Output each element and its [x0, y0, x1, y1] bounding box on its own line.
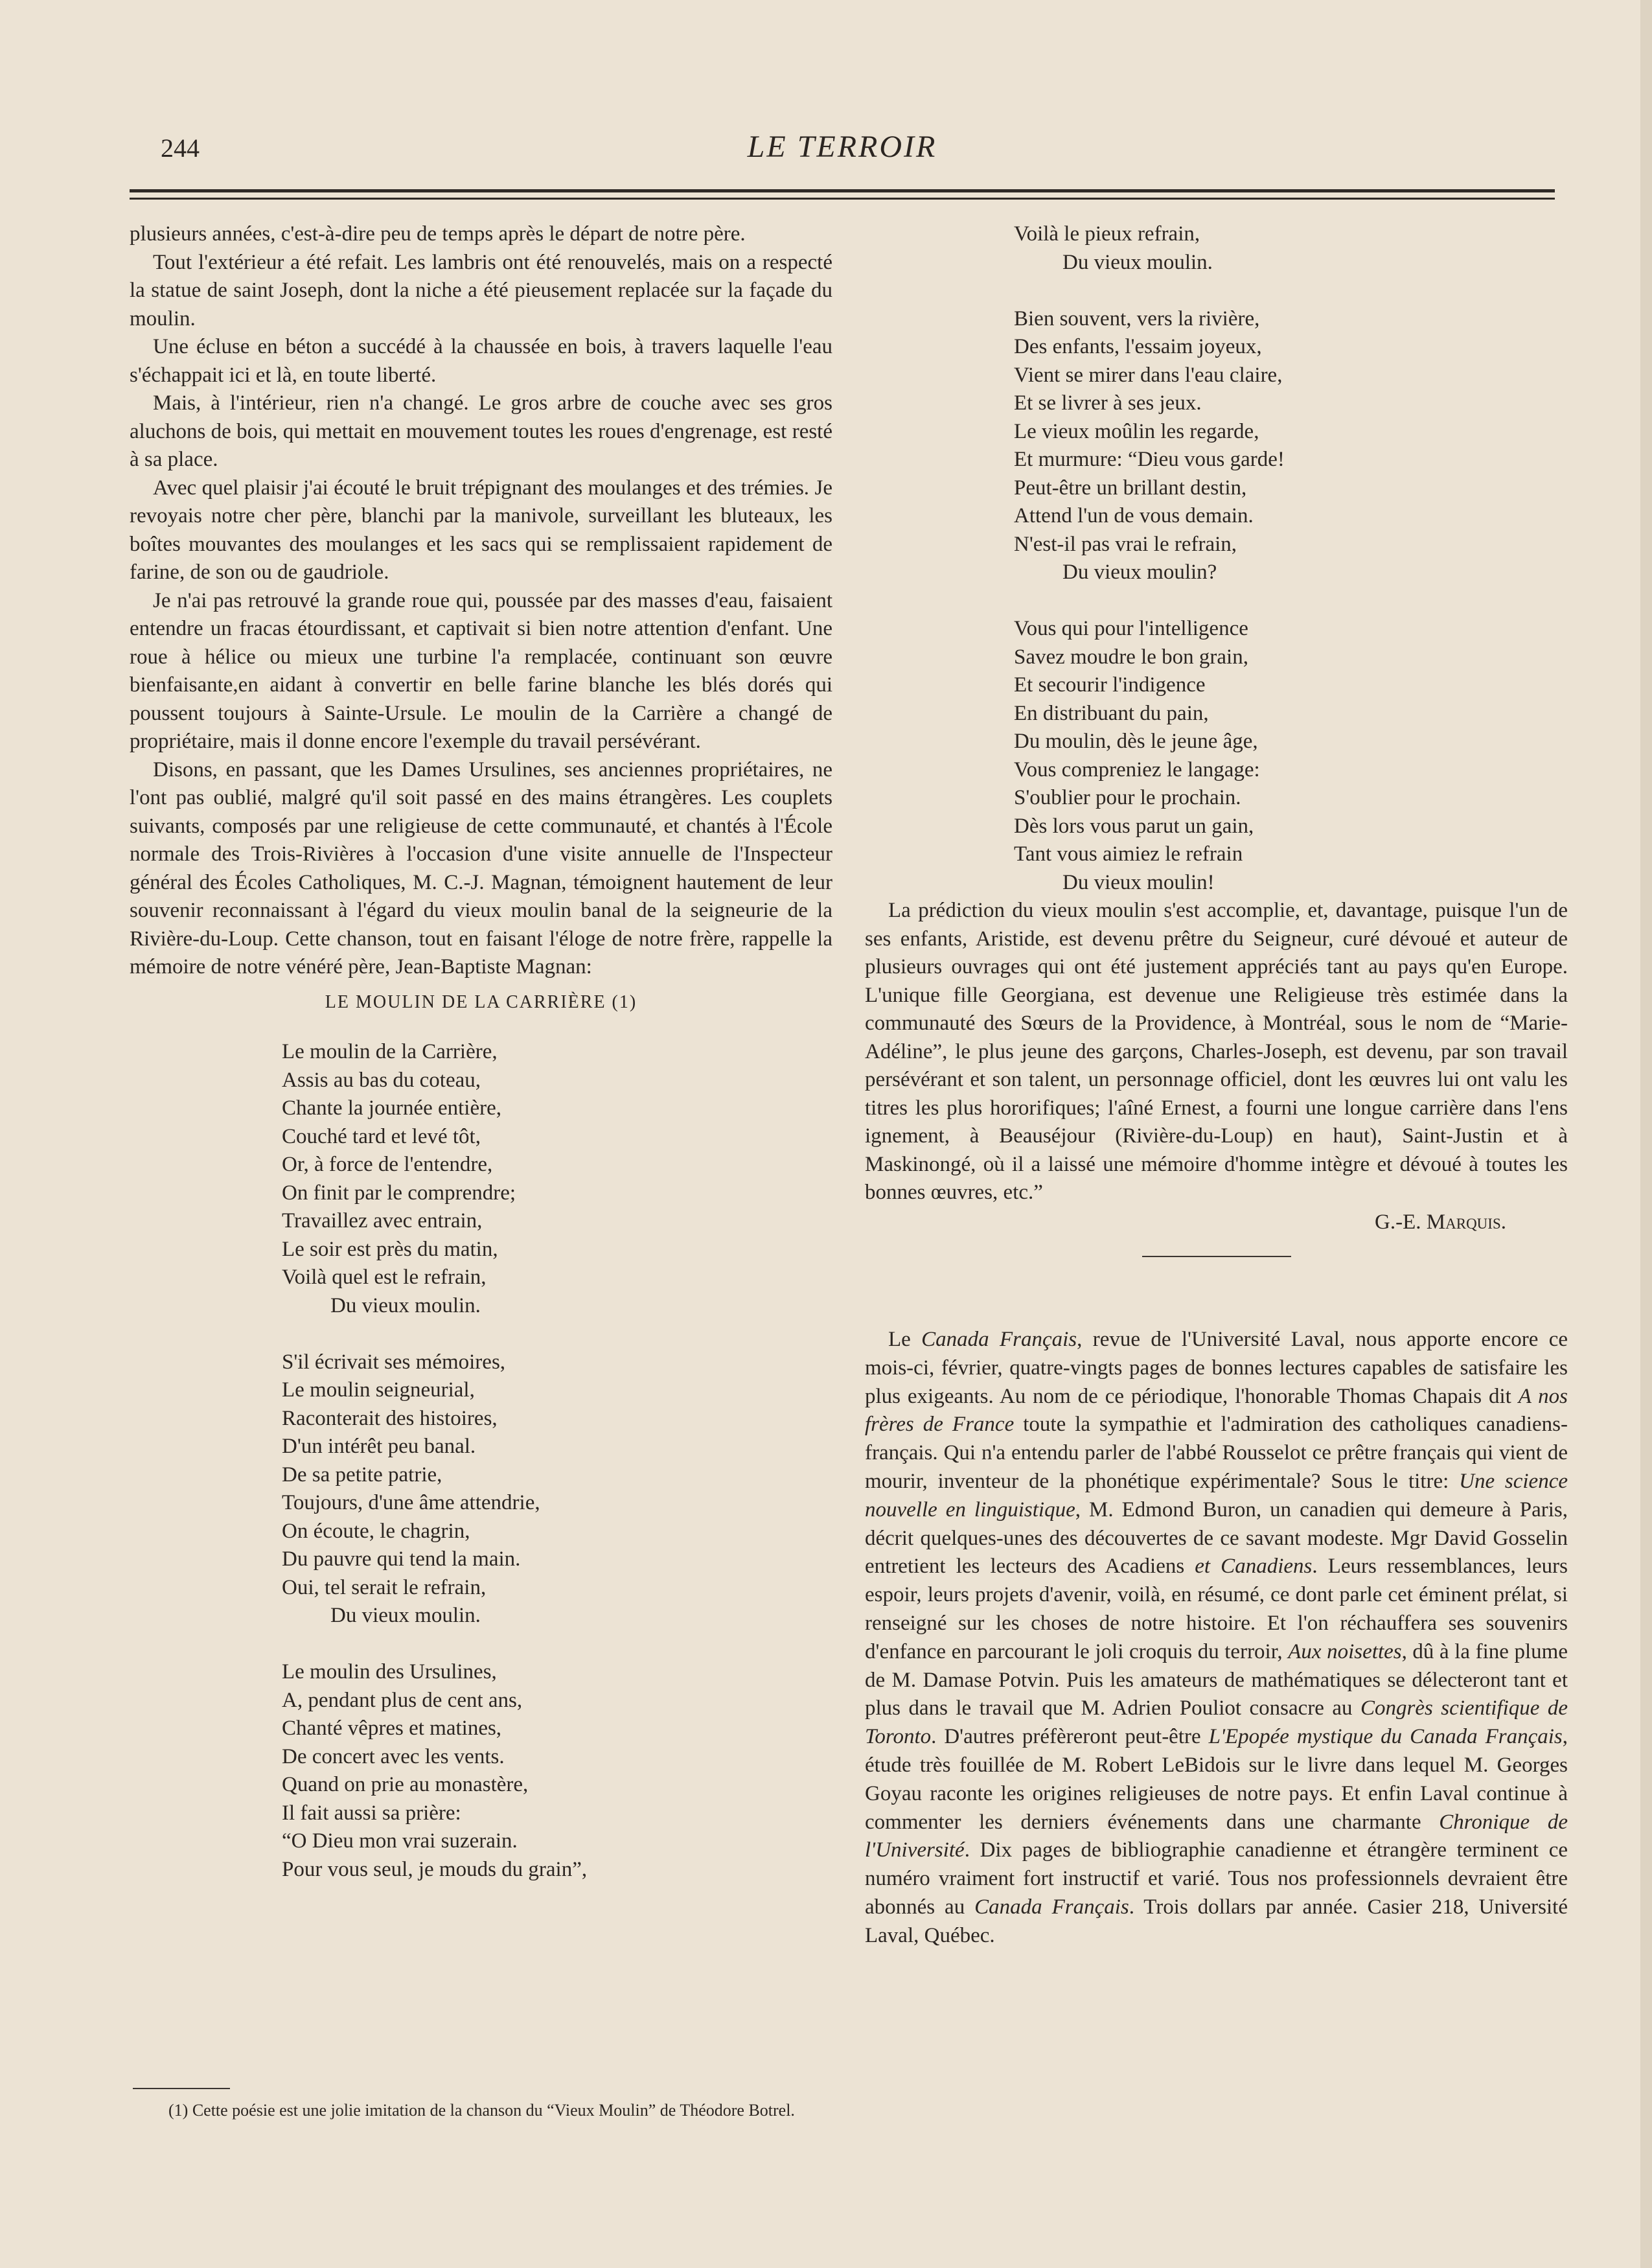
section-separator — [1142, 1256, 1291, 1257]
poem-line: Dès lors vous parut un gain, — [1014, 814, 1254, 838]
review-text: , dû à la fine plume de M. Damase Potvin. Puis les amateurs de mathématiques se délecteront tant et plus dans le travail que M. Adrien Pouliot consacre au — [865, 1639, 1568, 1720]
poem-line: Et se livrer à ses jeux. — [1014, 391, 1202, 415]
header-rule-thin — [130, 198, 1555, 200]
poem-line: Or, à force de l'entendre, — [282, 1153, 493, 1176]
review-text: , étude très fouillée de M. Robert LeBidois sur le livre dans lequel M. Georges Goyau raconte les origines religieuses de notre pays. Et enfin Laval continue à commenter les derniers événements dans une charmante — [865, 1725, 1568, 1834]
poem-line: Et murmure: “Dieu vous garde! — [1014, 448, 1285, 471]
poem-line: Raconterait des histoires, — [282, 1406, 498, 1430]
page-edge — [1640, 0, 1652, 2268]
signature-initials: G.-E. — [1375, 1210, 1427, 1234]
review-text: . Dix pages de bibliographie canadienne et étrangère terminent ce numéro vraiment fort instructif et varié. Tous nos professionnels devraient être abonnés au — [865, 1838, 1568, 1919]
header-rule-thick — [130, 189, 1555, 192]
paragraph: Avec quel plaisir j'ai écouté le bruit trépignant des moulanges et des trémies. Je revoyais notre cher père, blanchi par la manivole, surveillant les bluteaux, les boîtes mouvantes des moulanges et les sacs qui se remplissaient rapidement de farine, de son ou de gaudriole. — [130, 476, 832, 584]
poem-line: Assis au bas du coteau, — [282, 1068, 481, 1092]
paragraph: Je n'ai pas retrouvé la grande roue qui, poussée par des masses d'eau, faisaient entendre un fracas étourdissant, et captivait si bien notre attention d'enfant. Une roue à hélice ou mieux une turbine l'a remplacée, continuant son œuvre bienfaisante,en aidant à convertir en belle farine blanche les blés dorés qui poussent toujours à Sainte-Ursule. Le moulin de la Carrière a changé de propriétaire, mais il donne encore l'exemple du travail persévérant. — [130, 588, 832, 753]
poem-line: Le vieux moûlin les regarde, — [1014, 419, 1259, 443]
paragraph: Mais, à l'intérieur, rien n'a changé. Le gros arbre de couche avec ses gros aluchons de bois, qui mettait en mouvement toutes les roues d'engrenage, est resté à sa place. — [130, 391, 832, 471]
poem-line: Le moulin seigneurial, — [282, 1378, 475, 1402]
footnote-rule — [133, 2088, 230, 2089]
poem-line: Toujours, d'une âme attendrie, — [282, 1491, 540, 1514]
poem-line: Tant vous aimiez le refrain — [1014, 842, 1243, 866]
poem-line: Il fait aussi sa prière: — [282, 1801, 461, 1825]
review-title: L'Epopée mystique du Canada Français — [1208, 1725, 1563, 1749]
poem-line: Chanté vêpres et matines, — [282, 1717, 502, 1740]
poem-line: Voilà le pieux refrain, — [1014, 222, 1200, 246]
poem-line: Du pauvre qui tend la main. — [282, 1547, 521, 1571]
poem-line: Pour vous seul, je mouds du grain”, — [282, 1857, 588, 1881]
poem-line: Savez moudre le bon grain, — [1014, 645, 1248, 669]
poem-line: Du moulin, dès le jeune âge, — [1014, 730, 1258, 753]
poem-refrain: Du vieux moulin? — [1062, 561, 1217, 584]
review-paragraph — [865, 1326, 1568, 1950]
review-text: . Leurs ressemblances, leurs espoir, leurs projets d'avenir, voilà, en résumé, ce dont parle cet éminent prélat, si renseigné sur les choses de notre histoire. Et l'on réchauffera ses souvenirs d'enfance en parcourant le joli croquis du terroir, — [865, 1555, 1568, 1663]
poem-line: A, pendant plus de cent ans, — [282, 1688, 523, 1712]
poem-line: Travaillez avec entrain, — [282, 1209, 483, 1232]
review-text: Le — [888, 1328, 922, 1351]
poem-stanza — [865, 305, 1568, 587]
paragraph: plusieurs années, c'est-à-dire peu de temps après le départ de notre père. — [130, 222, 746, 246]
poem-line: Couché tard et levé tôt, — [282, 1124, 481, 1148]
poem-line: “O Dieu mon vrai suzerain. — [282, 1829, 518, 1853]
poem-line: Attend l'un de vous demain. — [1014, 504, 1254, 527]
paragraph: Tout l'extérieur a été refait. Les lambris ont été renouvelés, mais on a respecté la statue de saint Joseph, dont la niche a été pieusement replacée sur la façade du moulin. — [130, 250, 832, 330]
poem-stanza — [130, 1348, 832, 1630]
poem-line: Chante la journée entière, — [282, 1096, 502, 1120]
poem-line: Le moulin des Ursulines, — [282, 1660, 497, 1684]
review-title: Congrès scientifique de Toronto — [865, 1696, 1568, 1749]
running-head: LE TERROIR — [747, 130, 937, 164]
review-title: Chronique de l'Université — [865, 1810, 1568, 1862]
left-column — [130, 220, 832, 1884]
poem-line: Le moulin de la Carrière, — [282, 1040, 498, 1063]
poem-refrain: Du vieux moulin. — [330, 1293, 481, 1317]
poem-line: S'oublier pour le prochain. — [1014, 786, 1241, 809]
poem-stanza — [865, 220, 1568, 277]
poem-line: De sa petite patrie, — [282, 1463, 442, 1487]
poem-title: LE MOULIN DE LA CARRIÈRE (1) — [325, 991, 637, 1012]
review-title: Une science nouvelle en linguistique — [865, 1469, 1568, 1522]
review-text: , revue de l'Université Laval, nous apporte encore ce mois-ci, février, quatre-vingts pages de bonnes lectures capables de satisfaire les plus exigeants. Au nom de ce périodique, l'honorable Thomas Chapais dit — [865, 1328, 1568, 1408]
poem-line: En distribuant du pain, — [1014, 701, 1209, 725]
poem-stanza — [865, 615, 1568, 897]
closing-paragraph: La prédiction du vieux moulin s'est accomplie, et, davantage, puisque l'un de ses enfants, Aristide, est devenu prêtre du Seigneur, curé dévoué et auteur de plusieurs ouvrages qui ont été justement appréciés tant au pays qu'en Europe. L'unique fille Georgiana, est devenue une Religieuse très estimée dans la communauté des Sœurs de la Providence, à Montréal, sous le nom de “Marie-Adéline”, le plus jeune des garçons, Charles-Joseph, est devenu, par son travail persévérant et son talent, un personnage officiel, dont les œuvres lui ont valu les titres les plus hororifiques; l'aîné Ernest, a fourni une longue carrière dans l'ens ignement, à Beauséjour (Rivière-du-Loup) en haut), Saint-Justin et à Maskinongé, où il a laissé une mémoire d'homme intègre et dévoué à toutes les bonnes œuvres, etc.” — [865, 899, 1568, 1204]
review-text: . D'autres préfèreront peut-être — [931, 1725, 1209, 1749]
poem-line: On écoute, le chagrin, — [282, 1519, 470, 1543]
left-paragraphs — [130, 220, 832, 982]
review-title: Canada Français — [921, 1328, 1077, 1351]
review-text: , M. Edmond Buron, un canadien qui demeure à Paris, décrit quelques-unes des découvertes de ce savant modeste. Mgr David Gosselin entretient les lecteurs des Acadiens — [865, 1498, 1568, 1579]
review-title: Canada Français — [974, 1895, 1129, 1919]
left-poem — [130, 1038, 832, 1884]
poem-line: Voilà quel est le refrain, — [282, 1266, 487, 1289]
signature-name: Marquis. — [1426, 1210, 1506, 1234]
poem-line: Oui, tel serait le refrain, — [282, 1575, 487, 1599]
review-title: et Canadiens — [1195, 1555, 1313, 1579]
paragraph: Disons, en passant, que les Dames Ursulines, ses anciennes propriétaires, ne l'ont pas oublié, malgré qu'il soit passé en des mains étrangères. Les couplets suivants, composés par une religieuse de cette communauté, et chantés à l'École normale des Trois-Rivières à l'occasion d'une visite annuelle de l'Inspecteur général des Écoles Catholiques, M. C.-J. Magnan, témoignent hautement de leur souvenir reconnaissant à l'égard du vieux moulin banal de la seigneurie de la Rivière-du-Loup. Cette chanson, tout en faisant l'éloge de notre frère, rappelle la mémoire de notre vénéré père, Jean-Baptiste Magnan: — [130, 758, 832, 978]
poem-line: Vient se mirer dans l'eau claire, — [1014, 363, 1283, 387]
review-title: Aux noisettes — [1288, 1639, 1402, 1663]
poem-line: Bien souvent, vers la rivière, — [1014, 307, 1260, 330]
poem-line: S'il écrivait ses mémoires, — [282, 1350, 506, 1374]
footnote: (1) Cette poésie est une jolie imitation de la chanson du “Vieux Moulin” de Théodore Botrel. — [168, 2101, 795, 2120]
right-poem — [865, 220, 1568, 897]
poem-line: Le soir est près du matin, — [282, 1237, 498, 1261]
poem-line: De concert avec les vents. — [282, 1744, 505, 1768]
review-text: . Trois dollars par année. Casier 218, Université Laval, Québec. — [865, 1895, 1568, 1947]
right-column — [865, 220, 1568, 1950]
poem-line: D'un intérêt peu banal. — [282, 1435, 476, 1458]
poem-refrain: Du vieux moulin. — [1062, 250, 1213, 274]
poem-refrain: Du vieux moulin! — [1062, 870, 1215, 894]
poem-line: Vous compreniez le langage: — [1014, 758, 1260, 781]
page-number: 244 — [161, 133, 200, 163]
poem-line: On finit par le comprendre; — [282, 1181, 516, 1205]
signature — [865, 1209, 1568, 1237]
poem-stanza — [130, 1038, 832, 1320]
poem-line: Vous qui pour l'intelligence — [1014, 617, 1248, 640]
poem-stanza — [130, 1658, 832, 1884]
poem-line: Peut-être un brillant destin, — [1014, 476, 1247, 500]
review-title: A nos frères de France — [865, 1384, 1568, 1437]
poem-line: Et secourir l'indigence — [1014, 673, 1206, 697]
review-text: toute la sympathie et l'admiration des catholiques canadiens-français. Qui n'a entendu parler de l'abbé Rousselot ce prêtre français qui vient de mourir, inventeur de la phonétique expérimentale? Sous le titre: — [865, 1413, 1568, 1493]
paragraph: Une écluse en béton a succédé à la chaussée en bois, à travers laquelle l'eau s'échappait ici et là, en toute liberté. — [130, 335, 832, 387]
page-header — [130, 130, 1555, 178]
poem-refrain: Du vieux moulin. — [330, 1604, 481, 1627]
poem-line: Quand on prie au monastère, — [282, 1773, 529, 1796]
poem-line: N'est-il pas vrai le refrain, — [1014, 532, 1237, 556]
poem-line: Des enfants, l'essaim joyeux, — [1014, 335, 1262, 358]
